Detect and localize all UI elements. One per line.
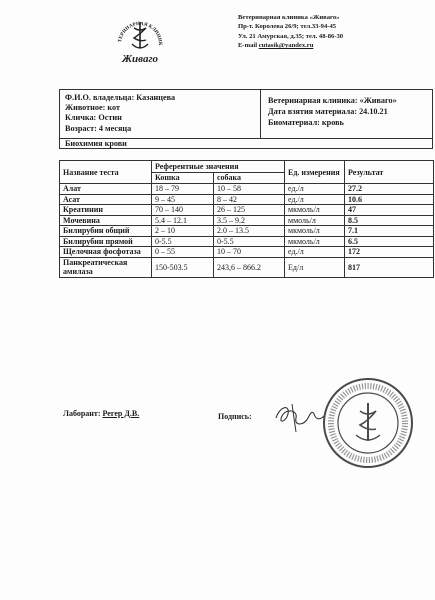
unit: ед./л: [285, 184, 345, 195]
test-name: Билирубин прямой: [60, 236, 152, 247]
header-cat: Кошка: [152, 172, 214, 184]
ref-dog: 8 – 42: [214, 194, 285, 205]
table-row: [60, 205, 434, 216]
test-name: Асат: [60, 194, 152, 205]
table-row: [60, 236, 434, 247]
ref-dog: 2.0 – 13.5: [214, 226, 285, 237]
unit: ммоль/л: [285, 215, 345, 226]
email-label: E-mail: [238, 42, 258, 50]
lab-assistant: [63, 409, 139, 418]
results-table: [59, 160, 434, 278]
animal-age: Возраст: 4 месяца: [65, 123, 132, 133]
table-row: [60, 257, 434, 277]
unit: ед./л: [285, 194, 345, 205]
unit: Ед/л: [285, 257, 345, 277]
result-value: 817: [345, 257, 434, 277]
clinic-contacts: [238, 13, 343, 51]
table-header-row: [60, 161, 434, 173]
ref-dog: 10 – 58: [214, 184, 285, 195]
table-row: [60, 247, 434, 258]
signature-label: Подпись:: [218, 412, 252, 421]
analysis-type: Биохимия крови: [65, 139, 127, 148]
test-name: Билирубин общий: [60, 226, 152, 237]
clinic-address-1: Пр-т. Королева 26/9; тел.33-94-45: [238, 23, 337, 31]
clinic-address-2: Ул. 21 Амурская, д.35; тел. 48-86-30: [238, 32, 344, 40]
ref-dog: 0-5.5: [214, 236, 285, 247]
test-name: Алат: [60, 184, 152, 195]
ref-cat: 5.4 – 12.1: [152, 215, 214, 226]
ref-cat: 9 – 45: [152, 194, 214, 205]
ref-cat: 0 – 55: [152, 247, 214, 258]
lab-assistant-name: Регер Д.В.: [102, 409, 140, 418]
sample-details: [268, 95, 397, 128]
owner-name: Ф.И.О. владельца: Казанцева: [65, 93, 176, 102]
clinic-stamp: [320, 375, 416, 471]
table-row: [60, 194, 434, 205]
svg-text:ВЕТЕРИНАРНАЯ КЛИНИКА: ТЕРИНАРНАЯ КЛИНИК: [118, 21, 163, 46]
clinic-name: Ветеринарная клиника «Живаго»: [238, 14, 340, 21]
unit: ед./л: [285, 247, 345, 258]
table-row: [60, 184, 434, 195]
lab-assistant-label: Лаборант:: [63, 409, 101, 418]
ref-cat: 2 – 10: [152, 226, 214, 237]
test-name: Щелочная фосфотаза: [60, 247, 152, 258]
table-row: [60, 215, 434, 226]
header-reference: Референтные значения: [152, 161, 285, 173]
unit: мкмоль/л: [285, 236, 345, 247]
test-name: Панкреатическая амилаза: [60, 257, 152, 277]
sample-date: Дата взятия материала: 24.10.21: [268, 107, 388, 116]
result-value: 8.5: [345, 215, 434, 226]
clinic-logo: [112, 14, 168, 70]
header-dog: собака: [214, 172, 285, 184]
header-test-name: Название теста: [60, 161, 152, 184]
handwritten-signature: [268, 396, 328, 436]
ref-dog: 26 – 125: [214, 205, 285, 216]
ref-cat: 0-5.5: [152, 236, 214, 247]
clinic-email-line: [238, 41, 343, 50]
ref-dog: 243,6 – 866.2: [214, 257, 285, 277]
unit: мкмоль/л: [285, 226, 345, 237]
animal-type: Животное: кот: [65, 103, 121, 113]
result-value: 47: [345, 205, 434, 216]
patient-info-box: [59, 89, 433, 149]
table-row: [60, 226, 434, 237]
result-value: 172: [345, 247, 434, 258]
result-value: 10.6: [345, 194, 434, 205]
ref-cat: 18 – 79: [152, 184, 214, 195]
animal-nickname: Кличка: Остин: [65, 113, 122, 123]
ref-cat: 70 – 140: [152, 205, 214, 216]
ref-dog: 10 – 70: [214, 247, 285, 258]
test-name: Креатинин: [60, 205, 152, 216]
test-name: Мочевина: [60, 215, 152, 226]
biomaterial: Биоматериал: кровь: [268, 118, 344, 127]
clinic-field: Ветеринарная клиника: «Живаго»: [268, 96, 397, 105]
ref-dog: 3.5 – 9.2: [214, 215, 285, 226]
header-unit: Ед. измерения: [285, 161, 345, 184]
ref-cat: 150-503.5: [152, 257, 214, 277]
result-value: 7.1: [345, 226, 434, 237]
header-result: Результат: [345, 161, 434, 184]
email-link[interactable]: cutasik@yandex.ru: [258, 42, 314, 50]
svg-text:Живаго: Живаго: [121, 53, 159, 65]
result-value: 27.2: [345, 184, 434, 195]
unit: мкмоль/л: [285, 205, 345, 216]
result-value: 6.5: [345, 236, 434, 247]
patient-details: [65, 93, 175, 134]
